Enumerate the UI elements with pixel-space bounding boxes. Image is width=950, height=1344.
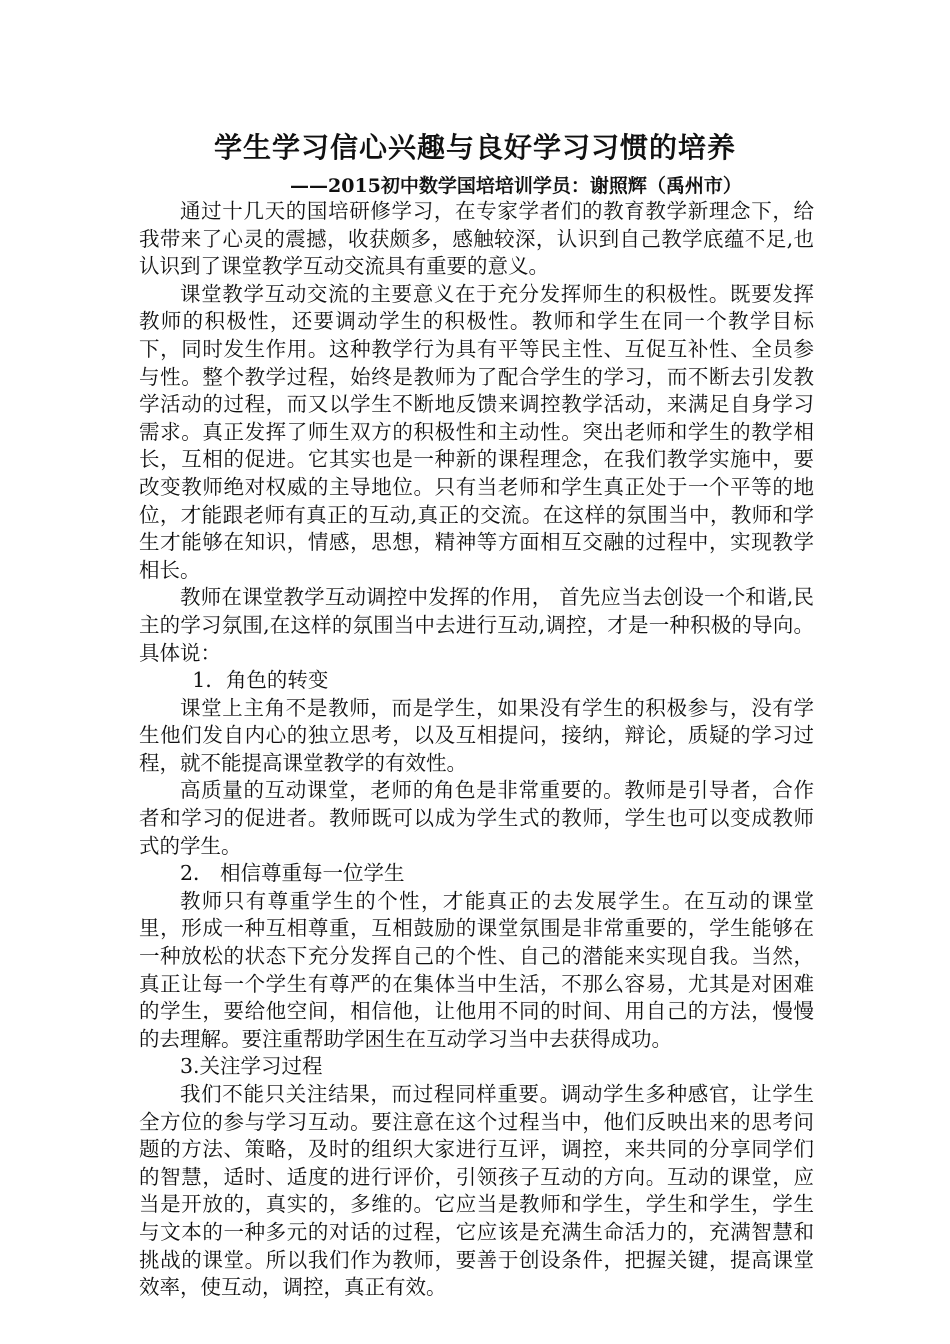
paragraph: 课堂上主角不是教师，而是学生，如果没有学生的积极参与，没有学生他们发自内心的独立思考，以及互相提问，接纳，辩论，质疑的学习过程，就不能提高课堂教学的有效性。 bbox=[139, 695, 814, 775]
paragraph: 教师在课堂教学互动调控中发挥的作用， 首先应当去创设一个和谐,民主的学习氛围,在这样的氛围当中去进行互动,调控，才是一种积极的导向。具体说： bbox=[139, 585, 814, 665]
document-title: 学生学习信心兴趣与良好学习习惯的培养 bbox=[213, 131, 736, 164]
document-subtitle: ——2015初中数学国培培训学员：谢照辉（禹州市） bbox=[290, 175, 742, 197]
section-heading-learning-process: 3.关注学习过程 bbox=[180, 1054, 323, 1079]
section-heading-role-change: 1．角色的转变 bbox=[192, 668, 329, 693]
paragraph: 通过十几天的国培研修学习，在专家学者们的教育教学新理念下，给我带来了心灵的震撼，收获颇多，感触较深，认识到自己教学底蕴不足,也认识到了课堂教学互动交流具有重要的意义。 bbox=[139, 199, 814, 279]
paragraph: 课堂教学互动交流的主要意义在于充分发挥师生的积极性。既要发挥教师的积极性，还要调动学生的积极性。教师和学生在同一个教学目标下，同时发生作用。这种教学行为具有平等民主性、互促互补性、全员参与性。整个教学过程，始终是教师为了配合学生的学习，而不断去引发教学活动的过程，而又以学生不断地反馈来调控教学活动，来满足自身学习需求。真正发挥了师生双方的积极性和主动性。突出老师和学生的教学相长，互相的促进。它其实也是一种新的课程理念，在我们教学实施中，要改变教师绝对权威的主导地位。只有当老师和学生真正处于一个平等的地位，才能跟老师有真正的互动,真正的交流。在这样的氛围当中，教师和学生才能够在知识，情感，思想，精神等方面相互交融的过程中，实现教学相长。 bbox=[139, 281, 814, 582]
paragraph: 我们不能只关注结果，而过程同样重要。调动学生多种感官，让学生全方位的参与学习互动。要注意在这个过程当中，他们反映出来的思考问题的方法、策略，及时的组织大家进行互评，调控，来共同的分享同学们的智慧，适时、适度的进行评价，引领孩子互动的方向。互动的课堂，应当是开放的，真实的，多维的。它应当是教师和学生，学生和学生，学生与文本的一种多元的对话的过程，它应该是充满生命活力的，充满智慧和挑战的课堂。所以我们作为教师，要善于创设条件，把握关键，提高课堂效率，使互动，调控，真正有效。 bbox=[139, 1082, 814, 1300]
paragraph: 高质量的互动课堂，老师的角色是非常重要的。教师是引导者，合作者和学习的促进者。教师既可以成为学生式的教师，学生也可以变成教师式的学生。 bbox=[139, 778, 814, 858]
section-heading-respect-students: 2． 相信尊重每一位学生 bbox=[180, 861, 405, 886]
document-body bbox=[139, 198, 814, 1302]
paragraph: 教师只有尊重学生的个性，才能真正的去发展学生。在互动的课堂里，形成一种互相尊重，互相鼓励的课堂氛围是非常重要的，学生能够在一种放松的状态下充分发挥自己的个性、自己的潜能来实现自我。当然，真正让每一个学生有尊严的在集体当中生活，不那么容易，尤其是对困难的学生，要给他空间，相信他，让他用不同的时间、用自己的方法，慢慢的去理解。要注重帮助学困生在互动学习当中去获得成功。 bbox=[139, 888, 814, 1051]
